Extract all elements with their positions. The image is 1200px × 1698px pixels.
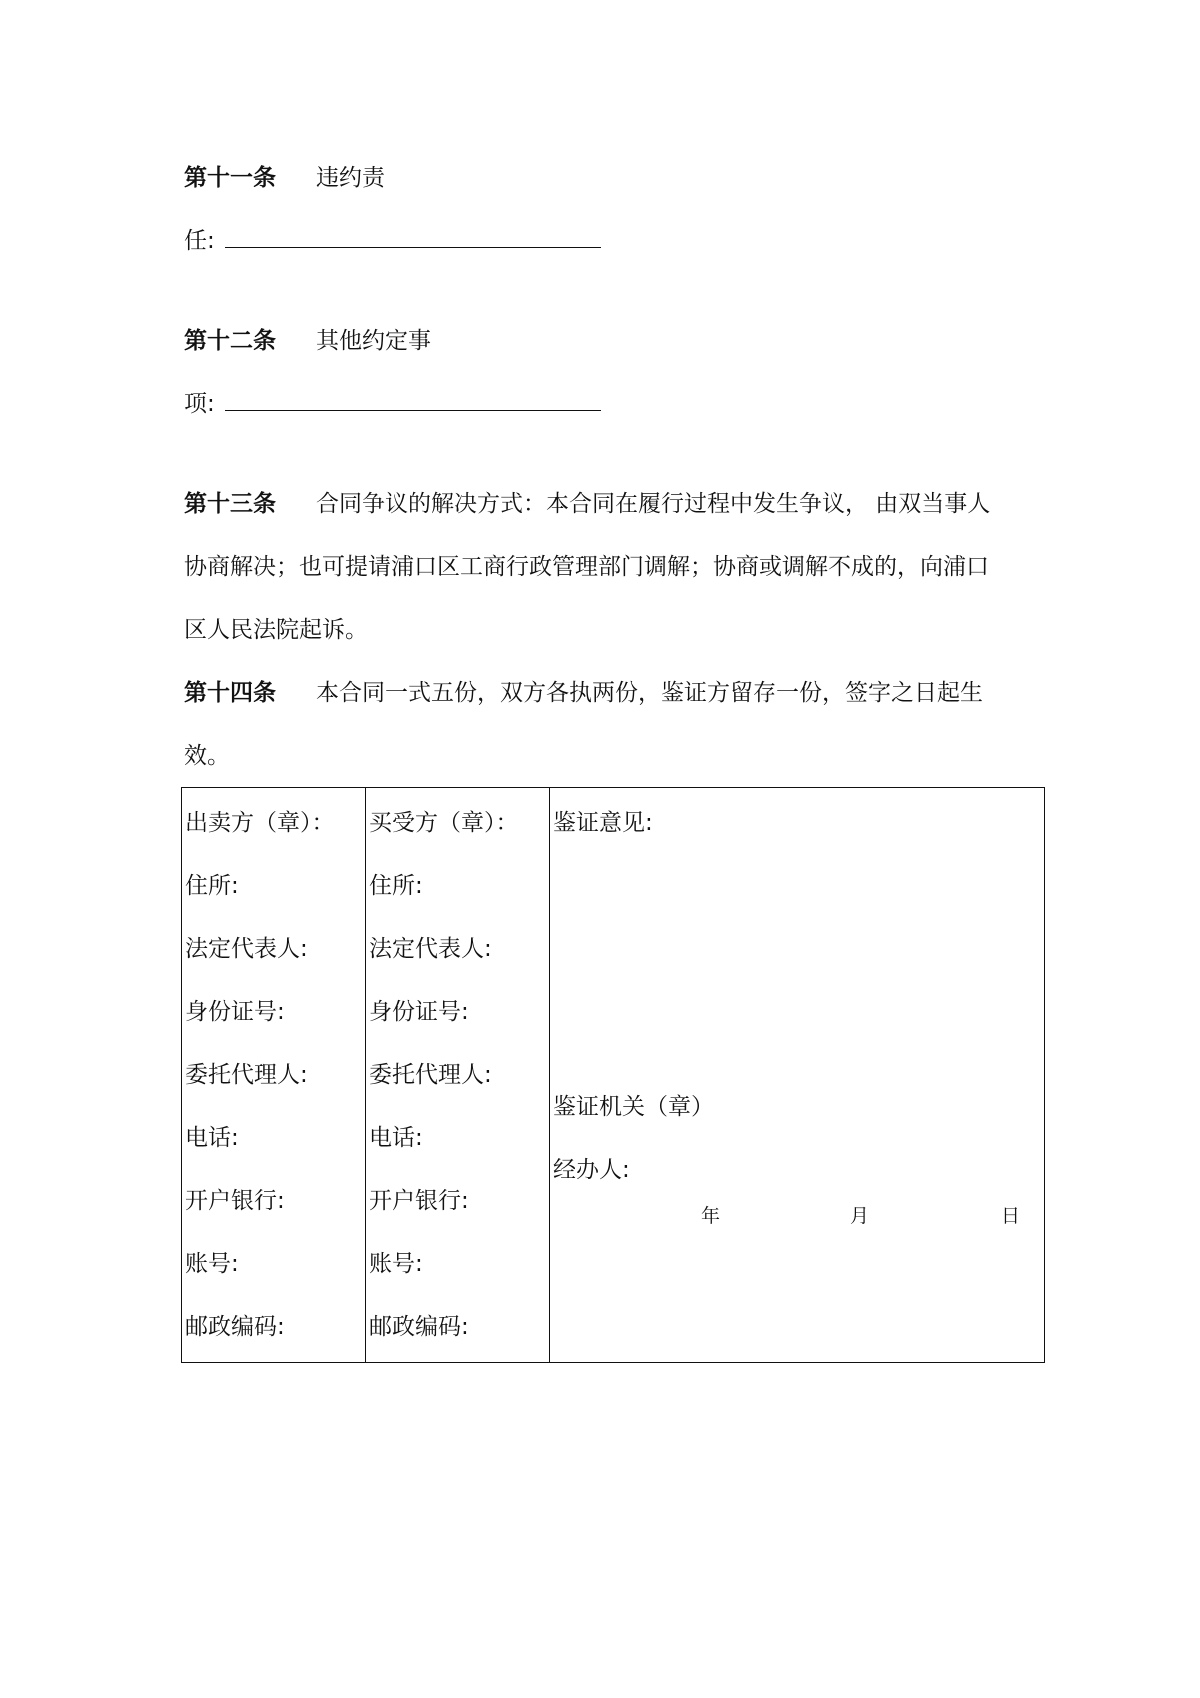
verification-cell [550,788,1045,1363]
seller-field-legal-rep: 法定代表人: [185,936,308,962]
buyer-field-legal-rep: 法定代表人: [369,936,492,962]
article-13-line2: 协商解决；也可提请浦口区工商行政管理部门调解；协商或调解不成的，向浦口 [184,554,989,580]
buyer-field-account: 账号: [369,1251,423,1277]
seller-field-address: 住所: [185,873,239,899]
article-13-line1: 合同争议的解决方式：本合同在履行过程中发生争议， 由双当事人 [316,491,991,517]
signature-table [181,787,1045,1363]
buyer-field-phone: 电话: [369,1125,423,1151]
article-12-heading [184,326,431,356]
buyer-field-address: 住所: [369,873,423,899]
article-13-heading [184,489,990,519]
seller-field-bank: 开户银行: [185,1188,285,1214]
verification-authority: 鉴证机关（章） [553,1094,714,1120]
verification-handler: 经办人: [553,1157,630,1183]
date-year: 年 [701,1205,721,1227]
article-14-label: 第十四条 [184,680,276,706]
date-month: 月 [850,1205,870,1227]
buyer-field-agent: 委托代理人: [369,1062,492,1088]
buyer-field-bank: 开户银行: [369,1188,469,1214]
article-11-line2: 任: [184,228,215,254]
article-12-blank-line [184,389,601,419]
article-11-label: 第十一条 [184,165,276,191]
article-12-label: 第十二条 [184,328,276,354]
buyer-title: 买受方（章）： [369,810,519,836]
article-14-heading [184,678,983,708]
article-11-text: 违约责 [316,165,385,191]
article-14-line2: 效。 [184,743,230,769]
verification-opinion: 鉴证意见: [553,810,653,836]
article-11-underline [225,227,601,248]
article-12-line2: 项: [184,391,215,417]
seller-field-id-number: 身份证号: [185,999,285,1025]
article-13-label: 第十三条 [184,491,276,517]
article-12-underline [225,390,601,411]
seller-field-postcode: 邮政编码: [185,1314,285,1340]
buyer-field-postcode: 邮政编码: [369,1314,469,1340]
article-13-line3: 区人民法院起诉。 [184,617,368,643]
seller-cell [182,788,366,1363]
seller-field-phone: 电话: [185,1125,239,1151]
buyer-field-id-number: 身份证号: [369,999,469,1025]
article-14-line1: 本合同一式五份，双方各执两份，鉴证方留存一份，签字之日起生 [316,680,983,706]
buyer-cell [366,788,550,1363]
seller-field-agent: 委托代理人: [185,1062,308,1088]
seller-title: 出卖方（章）： [185,810,335,836]
seller-field-account: 账号: [185,1251,239,1277]
article-11-heading [184,163,385,193]
date-day: 日 [1001,1205,1021,1227]
article-11-blank-line [184,226,601,256]
article-12-text: 其他约定事 [316,328,431,354]
